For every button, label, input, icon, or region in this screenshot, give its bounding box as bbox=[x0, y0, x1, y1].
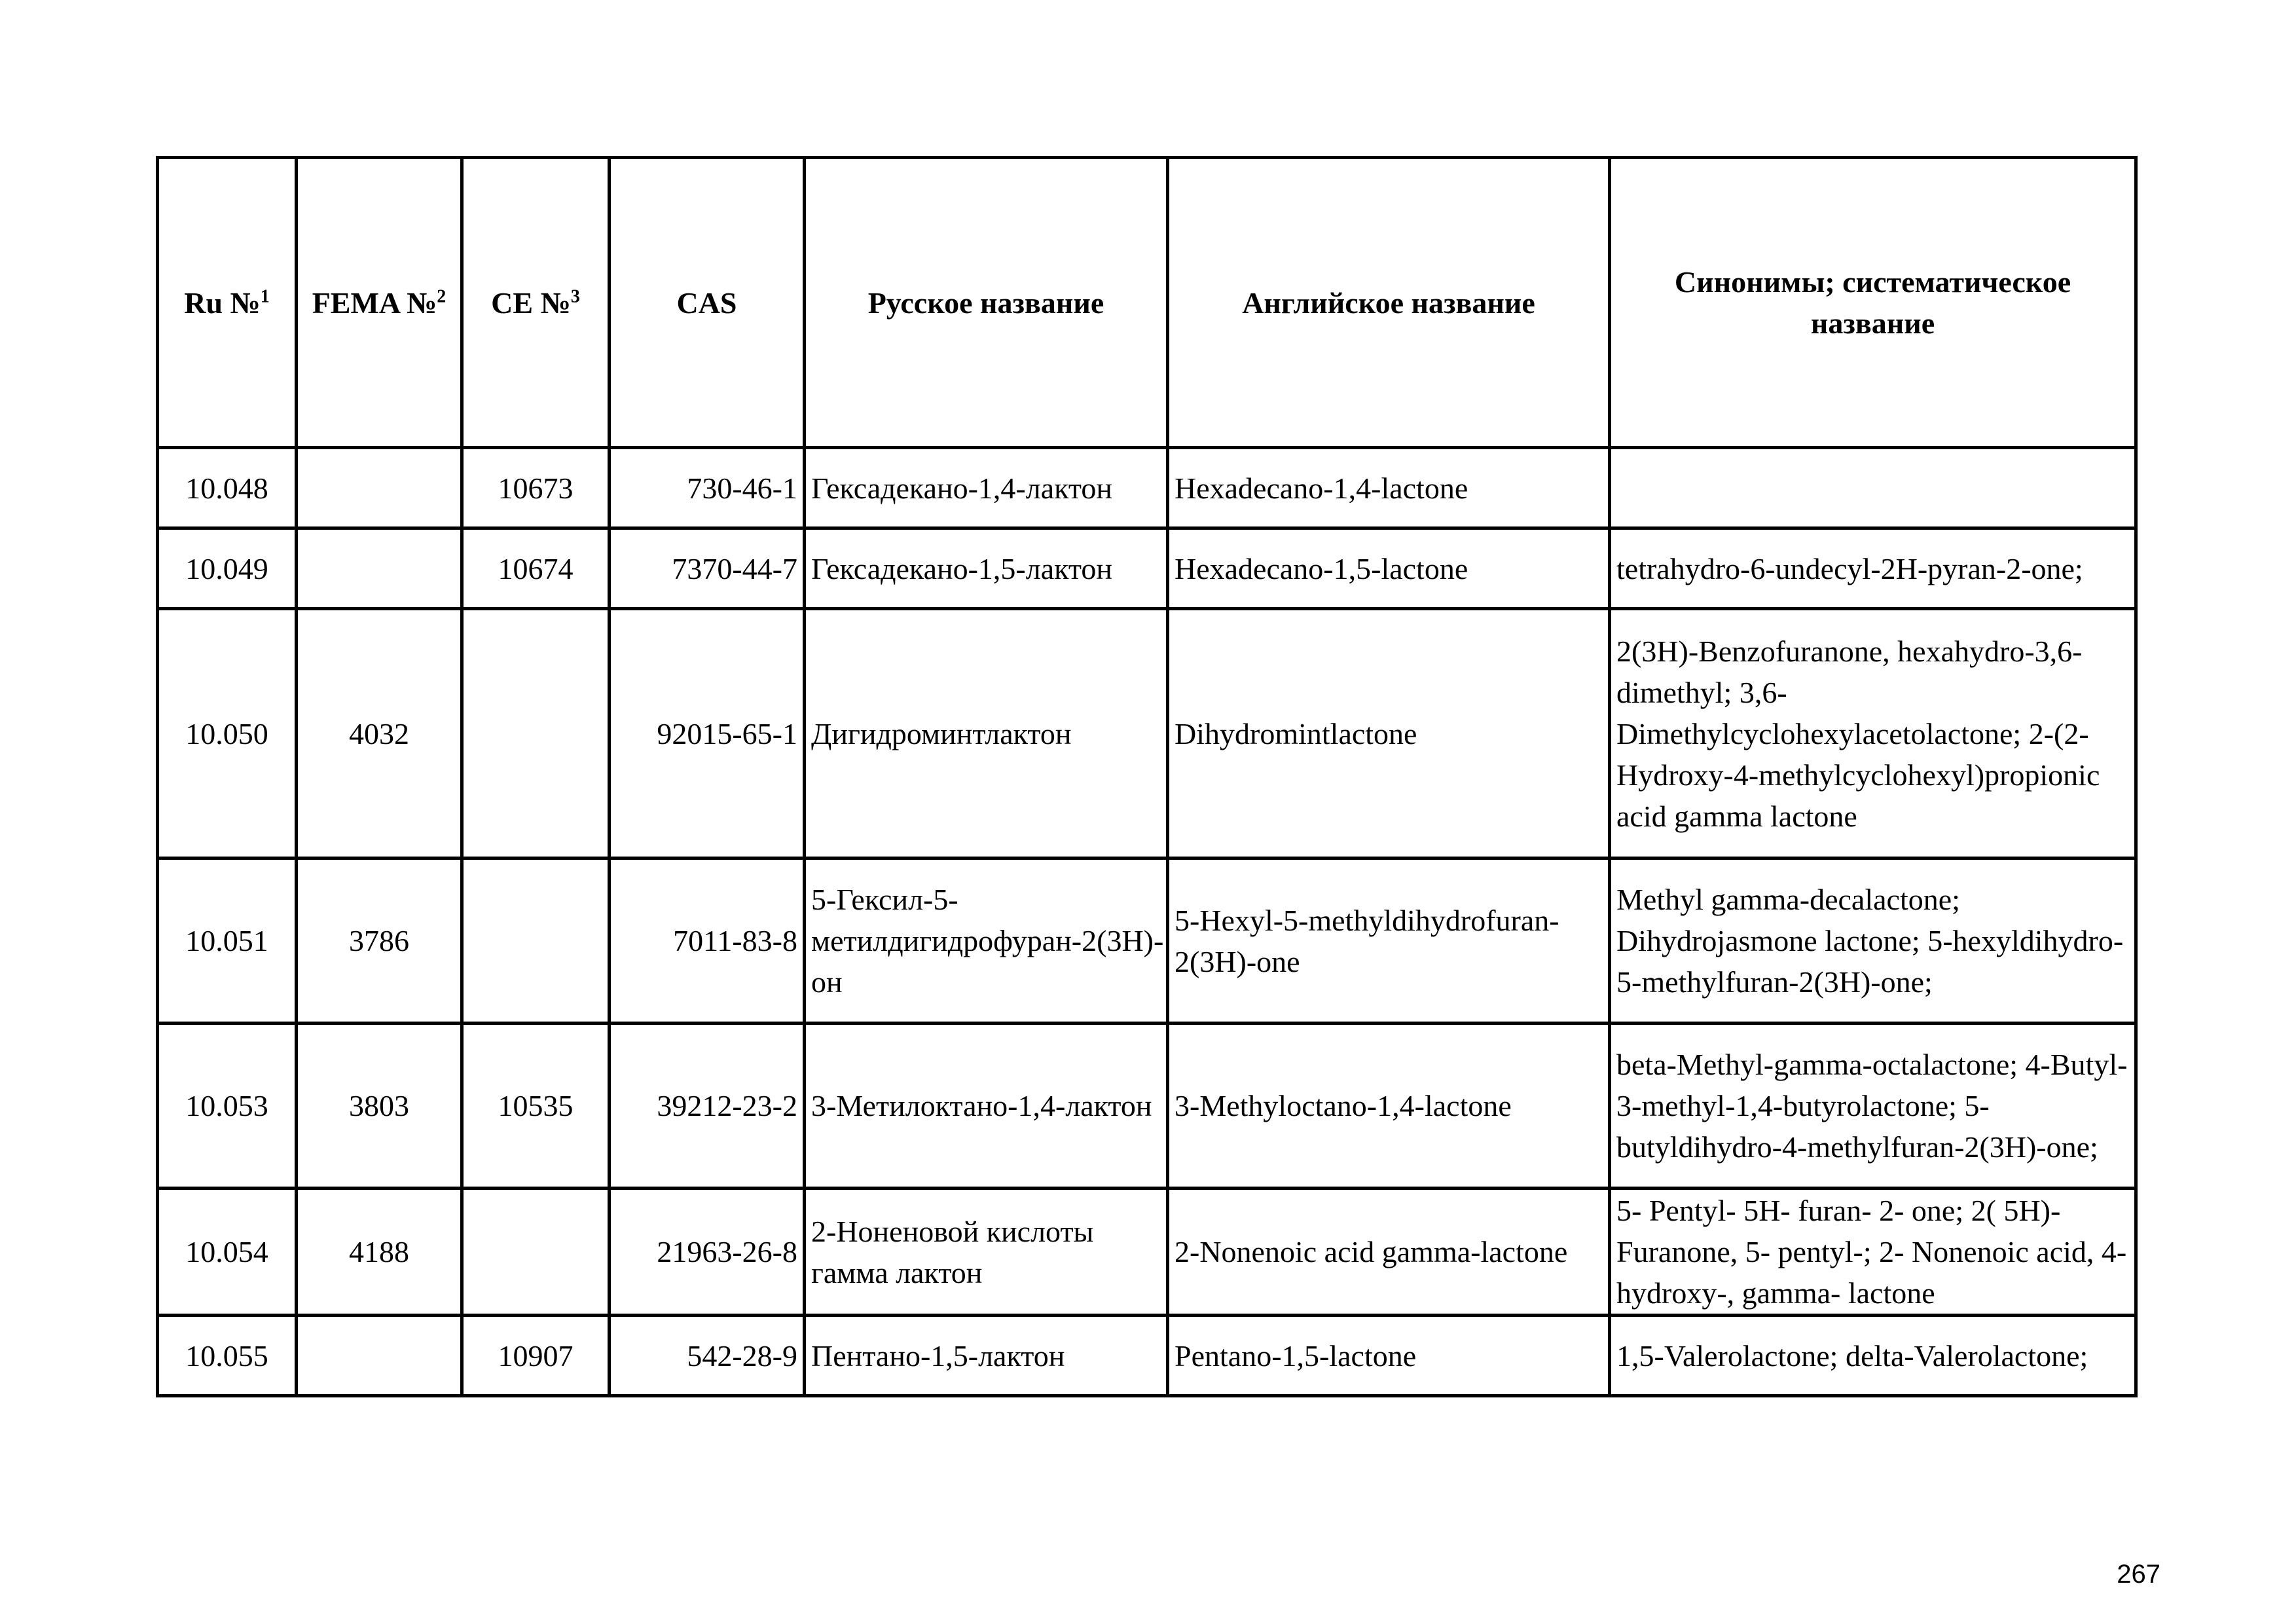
cell-russian-name: 3-Метилоктано-1,4-лактон bbox=[805, 1024, 1168, 1189]
cell-english-name: 2-Nonenoic acid gamma-lactone bbox=[1168, 1189, 1610, 1316]
table-row bbox=[158, 858, 2136, 1024]
cell-fema-no: 3803 bbox=[297, 1024, 462, 1189]
cell-synonyms: 2(3H)-Benzofuranone, hexahydro-3,6-dimethyl; 3,6-Dimethylcyclohexylacetolactone; 2-(2-Hydroxy-4-methylcyclohexyl)propionic acid gamma lactone bbox=[1610, 609, 2136, 858]
header-russian-name: Русское название bbox=[805, 158, 1168, 448]
cell-ce-no: 10535 bbox=[462, 1024, 610, 1189]
cell-ce-no bbox=[462, 858, 610, 1024]
table-row bbox=[158, 448, 2136, 528]
cell-russian-name: 5-Гексил-5-метилдигидрофуран-2(3Н)-он bbox=[805, 858, 1168, 1024]
cell-russian-name: Гексадекано-1,5-лактон bbox=[805, 528, 1168, 609]
table-row bbox=[158, 1024, 2136, 1189]
cell-cas: 730-46-1 bbox=[610, 448, 805, 528]
header-ru-no: Ru №$^1$ bbox=[158, 158, 297, 448]
cell-synonyms: tetrahydro-6-undecyl-2H-pyran-2-one; bbox=[1610, 528, 2136, 609]
cell-ce-no bbox=[462, 1189, 610, 1316]
cell-ru-no: 10.054 bbox=[158, 1189, 297, 1316]
cell-fema-no: 3786 bbox=[297, 858, 462, 1024]
cell-synonyms: Methyl gamma-decalactone; Dihydrojasmone lactone; 5-hexyldihydro-5-methylfuran-2(3H)-one; bbox=[1610, 858, 2136, 1024]
cell-ru-no: 10.050 bbox=[158, 609, 297, 858]
cell-cas: 92015-65-1 bbox=[610, 609, 805, 858]
cell-ce-no: 10907 bbox=[462, 1316, 610, 1396]
cell-ru-no: 10.048 bbox=[158, 448, 297, 528]
header-cas: CAS bbox=[610, 158, 805, 448]
header-english-name: Английское название bbox=[1168, 158, 1610, 448]
page-number: 267 bbox=[2117, 1560, 2160, 1589]
cell-cas: 39212-23-2 bbox=[610, 1024, 805, 1189]
cell-english-name: Dihydromintlactone bbox=[1168, 609, 1610, 858]
cell-cas: 21963-26-8 bbox=[610, 1189, 805, 1316]
cell-russian-name: Дигидроминтлактон bbox=[805, 609, 1168, 858]
cell-fema-no bbox=[297, 448, 462, 528]
cell-ru-no: 10.049 bbox=[158, 528, 297, 609]
cell-cas: 7011-83-8 bbox=[610, 858, 805, 1024]
cell-fema-no: 4188 bbox=[297, 1189, 462, 1316]
cell-english-name: Hexadecano-1,4-lactone bbox=[1168, 448, 1610, 528]
cell-ce-no bbox=[462, 609, 610, 858]
cell-fema-no bbox=[297, 528, 462, 609]
header-ce-no: CE №$^3$ bbox=[462, 158, 610, 448]
cell-english-name: Hexadecano-1,5-lactone bbox=[1168, 528, 1610, 609]
cell-english-name: 3-Methyloctano-1,4-lactone bbox=[1168, 1024, 1610, 1189]
cell-ce-no: 10673 bbox=[462, 448, 610, 528]
cell-english-name: Pentano-1,5-lactone bbox=[1168, 1316, 1610, 1396]
table-row bbox=[158, 1316, 2136, 1396]
cell-cas: 7370-44-7 bbox=[610, 528, 805, 609]
cell-russian-name: Пентано-1,5-лактон bbox=[805, 1316, 1168, 1396]
cell-ce-no: 10674 bbox=[462, 528, 610, 609]
cell-ru-no: 10.051 bbox=[158, 858, 297, 1024]
cell-english-name: 5-Hexyl-5-methyldihydrofuran-2(3H)-one bbox=[1168, 858, 1610, 1024]
cell-cas: 542-28-9 bbox=[610, 1316, 805, 1396]
cell-synonyms: beta-Methyl-gamma-octalactone; 4-Butyl-3-methyl-1,4-butyrolactone; 5-butyldihydro-4-methylfuran-2(3H)-one; bbox=[1610, 1024, 2136, 1189]
cell-ru-no: 10.055 bbox=[158, 1316, 297, 1396]
table-row bbox=[158, 528, 2136, 609]
cell-fema-no bbox=[297, 1316, 462, 1396]
table-row bbox=[158, 1189, 2136, 1316]
cell-fema-no: 4032 bbox=[297, 609, 462, 858]
header-synonyms: Синонимы; систематическое название bbox=[1610, 158, 2136, 448]
cell-ru-no: 10.053 bbox=[158, 1024, 297, 1189]
cell-russian-name: Гексадекано-1,4-лактон bbox=[805, 448, 1168, 528]
table-row bbox=[158, 609, 2136, 858]
cell-russian-name: 2-Ноненовой кислоты гамма лактон bbox=[805, 1189, 1168, 1316]
substances-table bbox=[156, 156, 2138, 1397]
header-fema-no: FEMA №$^2$ bbox=[297, 158, 462, 448]
cell-synonyms: 1,5-Valerolactone; delta-Valerolactone; bbox=[1610, 1316, 2136, 1396]
cell-synonyms: 5- Pentyl- 5H- furan- 2- one; 2( 5H)-Furanone, 5- pentyl-; 2- Nonenoic acid, 4- hydroxy-, gamma- lactone bbox=[1610, 1189, 2136, 1316]
cell-synonyms bbox=[1610, 448, 2136, 528]
header-row bbox=[158, 158, 2136, 448]
